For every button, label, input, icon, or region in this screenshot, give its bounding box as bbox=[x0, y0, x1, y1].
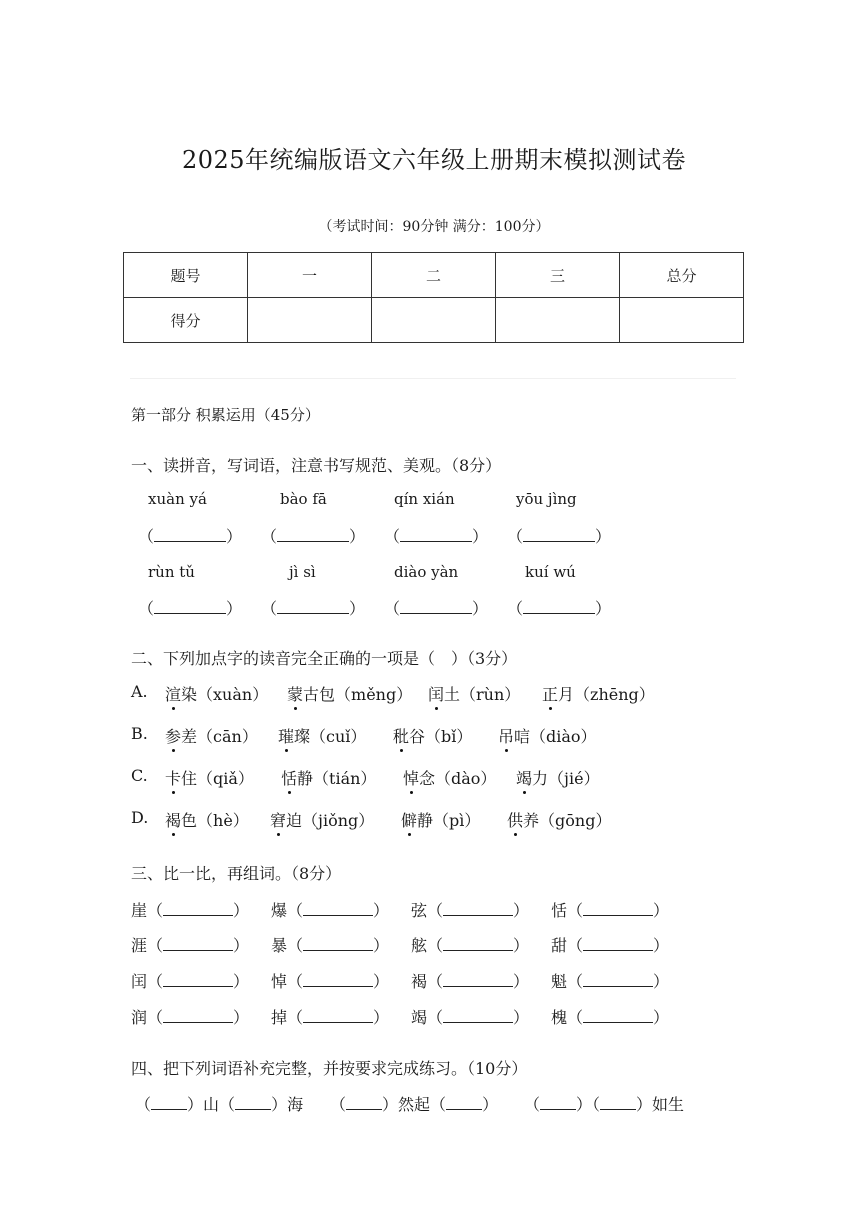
score-cell[interactable] bbox=[372, 298, 496, 343]
dotted-char: 供 bbox=[507, 808, 523, 831]
compare-char: 恬 bbox=[551, 901, 568, 920]
idiom-fill[interactable]: （ ）然起（ ） bbox=[330, 1095, 499, 1114]
idiom-char: 如生 bbox=[652, 1095, 685, 1114]
compare-char: 弦 bbox=[411, 901, 428, 920]
option-text: 住（qiǎ） bbox=[181, 769, 254, 788]
compare-item[interactable]: 掉（ ） bbox=[271, 1008, 390, 1027]
option-text: 月（zhēng） bbox=[558, 685, 655, 704]
compare-item[interactable]: 魁（ ） bbox=[551, 972, 670, 991]
option-item bbox=[270, 808, 374, 831]
option-text: 差（cān） bbox=[181, 727, 258, 746]
option-item bbox=[287, 682, 412, 705]
dotted-char: 卡 bbox=[165, 766, 181, 789]
option-label[interactable]: B. bbox=[131, 724, 148, 743]
dotted-char: 吊 bbox=[498, 724, 514, 747]
compare-char: 闰 bbox=[131, 972, 148, 991]
score-cell[interactable] bbox=[620, 298, 744, 343]
compare-item[interactable]: 恬（ ） bbox=[551, 901, 670, 920]
option-text: 染（xuàn） bbox=[181, 685, 269, 704]
answer-blank[interactable]: （ ） bbox=[507, 599, 612, 618]
compare-char: 褐 bbox=[411, 972, 428, 991]
compare-item[interactable]: 甜（ ） bbox=[551, 936, 670, 955]
dotted-char: 恬 bbox=[281, 766, 297, 789]
score-table-score-row bbox=[124, 298, 744, 343]
idiom-fill[interactable]: （ ）（ ）如生 bbox=[524, 1095, 685, 1114]
option-item bbox=[165, 808, 249, 831]
option-item bbox=[403, 766, 496, 789]
dotted-char: 褐 bbox=[165, 808, 181, 831]
dotted-char: 僻 bbox=[401, 808, 417, 831]
dotted-char: 璀 bbox=[278, 724, 294, 747]
q1-heading: 一、读拼音，写词语，注意书写规范、美观。（8分） bbox=[131, 456, 502, 475]
compare-char: 悼 bbox=[271, 972, 288, 991]
option-item bbox=[165, 766, 254, 789]
part1-heading: 第一部分 积累运用（45分） bbox=[131, 406, 320, 424]
option-text: 璨（cuǐ） bbox=[294, 727, 367, 746]
dotted-char: 蒙 bbox=[287, 682, 303, 705]
compare-char: 甜 bbox=[551, 936, 568, 955]
compare-item[interactable]: 涯（ ） bbox=[131, 936, 250, 955]
option-text: 古包（měng） bbox=[303, 685, 413, 704]
idiom-char: 海 bbox=[287, 1095, 304, 1114]
header-cell: 题号 bbox=[124, 253, 248, 298]
compare-char: 舷 bbox=[411, 936, 428, 955]
pinyin: diào yàn bbox=[394, 563, 459, 581]
option-item bbox=[428, 682, 520, 705]
option-text: 力（jié） bbox=[532, 769, 600, 788]
pinyin: xuàn yá bbox=[148, 490, 207, 508]
compare-char: 竭 bbox=[411, 1008, 428, 1027]
exam-subtitle: （考试时间：90分钟 满分：100分） bbox=[318, 219, 550, 235]
option-item bbox=[498, 724, 597, 747]
option-item bbox=[281, 766, 376, 789]
score-table-header-row bbox=[124, 253, 744, 298]
option-text: 谷（bǐ） bbox=[409, 727, 473, 746]
option-item bbox=[165, 724, 258, 747]
compare-item[interactable]: 润（ ） bbox=[131, 1008, 250, 1027]
option-item bbox=[516, 766, 600, 789]
compare-item[interactable]: 舷（ ） bbox=[411, 936, 530, 955]
idiom-char: 山 bbox=[203, 1095, 220, 1114]
compare-char: 崖 bbox=[131, 901, 148, 920]
answer-blank[interactable]: （ ） bbox=[384, 599, 489, 618]
dotted-char: 竭 bbox=[516, 766, 532, 789]
option-item bbox=[165, 682, 268, 705]
dotted-char: 渲 bbox=[165, 682, 181, 705]
option-item bbox=[542, 682, 655, 705]
compare-item[interactable]: 闰（ ） bbox=[131, 972, 250, 991]
header-cell: 总分 bbox=[620, 253, 744, 298]
option-text: 土（rùn） bbox=[444, 685, 521, 704]
answer-blank[interactable]: （ ） bbox=[138, 527, 243, 546]
header-cell: 三 bbox=[496, 253, 620, 298]
compare-item[interactable]: 弦（ ） bbox=[411, 901, 530, 920]
dotted-char: 秕 bbox=[393, 724, 409, 747]
compare-char: 涯 bbox=[131, 936, 148, 955]
compare-char: 魁 bbox=[551, 972, 568, 991]
compare-char: 掉 bbox=[271, 1008, 288, 1027]
option-item bbox=[507, 808, 611, 831]
header-cell: 一 bbox=[248, 253, 372, 298]
dotted-char: 窘 bbox=[270, 808, 286, 831]
compare-char: 暴 bbox=[271, 936, 288, 955]
option-text: 唁（diào） bbox=[514, 727, 597, 746]
pinyin: jì sì bbox=[289, 563, 316, 581]
option-text: 静（pì） bbox=[417, 811, 481, 830]
answer-blank[interactable]: （ ） bbox=[384, 527, 489, 546]
dotted-char: 正 bbox=[542, 682, 558, 705]
score-cell[interactable] bbox=[496, 298, 620, 343]
option-text: 念（dào） bbox=[419, 769, 497, 788]
divider bbox=[130, 378, 736, 379]
idiom-fill[interactable]: （ ）山（ ）海 bbox=[135, 1095, 304, 1114]
exam-title: 2025年统编版语文六年级上册期末模拟测试卷 bbox=[181, 146, 687, 174]
dotted-char: 参 bbox=[165, 724, 181, 747]
compare-char: 爆 bbox=[271, 901, 288, 920]
option-label[interactable]: C. bbox=[131, 766, 148, 785]
q2-heading: 二、下列加点字的读音完全正确的一项是（ ）（3分） bbox=[131, 649, 518, 668]
score-table bbox=[123, 252, 744, 343]
idiom-char: 然起 bbox=[398, 1095, 431, 1114]
compare-item[interactable]: 槐（ ） bbox=[551, 1008, 670, 1027]
dotted-char: 闰 bbox=[428, 682, 444, 705]
option-text: 静（tián） bbox=[297, 769, 377, 788]
q4-heading: 四、把下列词语补充完整，并按要求完成练习。（10分） bbox=[131, 1059, 528, 1078]
pinyin: yōu jìng bbox=[516, 490, 577, 508]
option-item bbox=[278, 724, 366, 747]
answer-blank[interactable]: （ ） bbox=[261, 527, 366, 546]
header-cell: 二 bbox=[372, 253, 496, 298]
dotted-char: 悼 bbox=[403, 766, 419, 789]
compare-item[interactable]: 爆（ ） bbox=[271, 901, 390, 920]
compare-item[interactable]: 褐（ ） bbox=[411, 972, 530, 991]
compare-item[interactable]: 悼（ ） bbox=[271, 972, 390, 991]
option-label[interactable]: A. bbox=[131, 682, 148, 701]
pinyin: bào fā bbox=[280, 490, 327, 508]
option-item bbox=[401, 808, 480, 831]
pinyin: kuí wú bbox=[525, 563, 576, 581]
option-item bbox=[393, 724, 472, 747]
pinyin: qín xián bbox=[394, 490, 455, 508]
compare-item[interactable]: 竭（ ） bbox=[411, 1008, 530, 1027]
compare-char: 槐 bbox=[551, 1008, 568, 1027]
score-cell[interactable] bbox=[248, 298, 372, 343]
option-text: 色（hè） bbox=[181, 811, 249, 830]
answer-blank[interactable]: （ ） bbox=[138, 599, 243, 618]
compare-item[interactable]: 暴（ ） bbox=[271, 936, 390, 955]
option-text: 养（gōng） bbox=[523, 811, 612, 830]
answer-blank[interactable]: （ ） bbox=[507, 527, 612, 546]
compare-char: 润 bbox=[131, 1008, 148, 1027]
answer-blank[interactable]: （ ） bbox=[261, 599, 366, 618]
option-text: 迫（jiǒng） bbox=[286, 811, 375, 830]
option-label[interactable]: D. bbox=[131, 808, 149, 827]
pinyin: rùn tǔ bbox=[148, 563, 195, 581]
compare-item[interactable]: 崖（ ） bbox=[131, 901, 250, 920]
q3-heading: 三、比一比，再组词。（8分） bbox=[131, 864, 342, 883]
row-label-cell: 得分 bbox=[124, 298, 248, 343]
